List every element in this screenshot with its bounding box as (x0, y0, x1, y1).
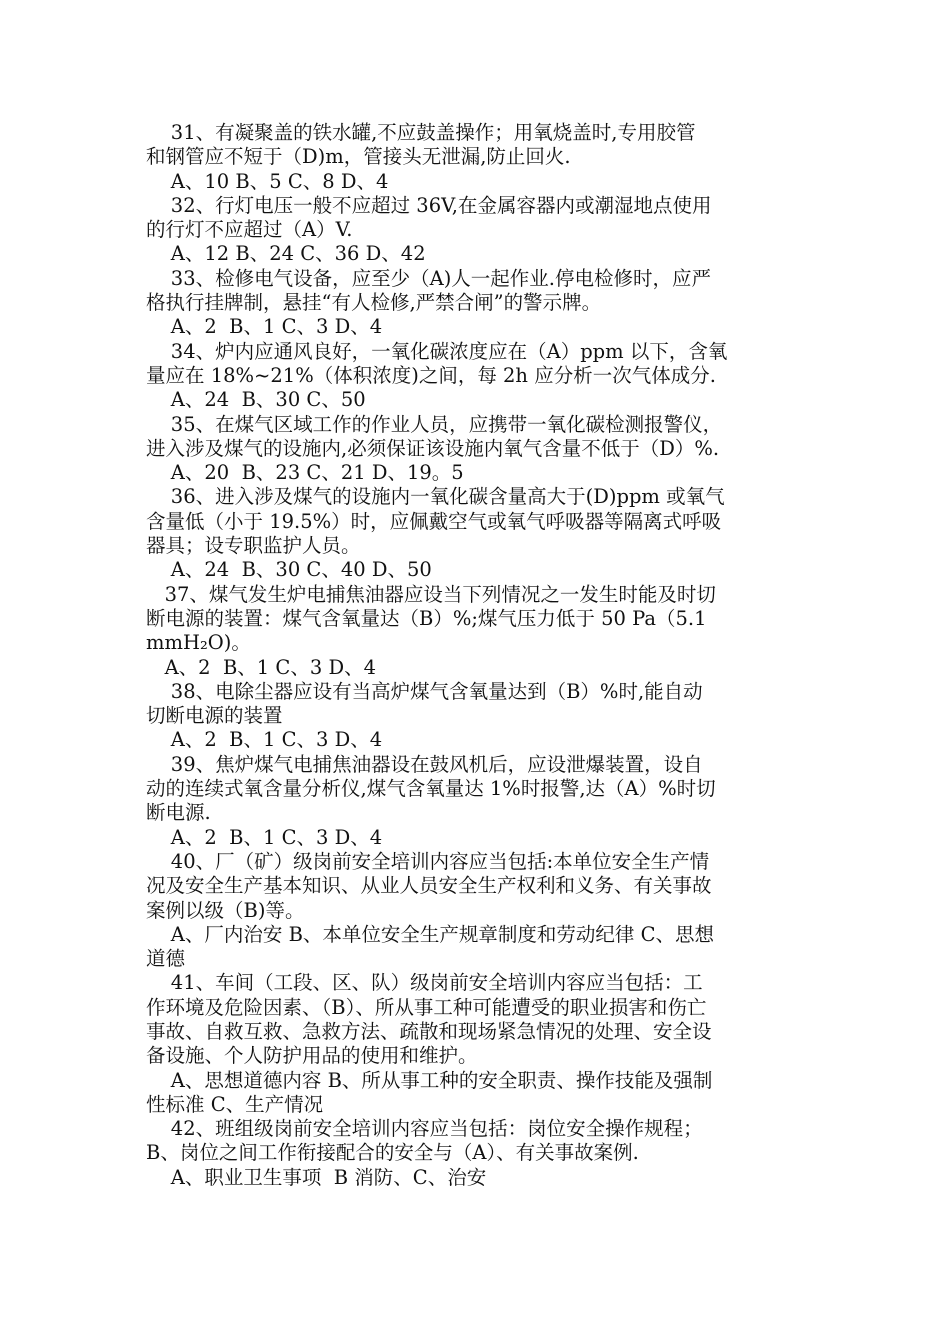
text-line: 器具；设专职监护人员。 (146, 534, 361, 558)
text-line: B、岗位之间工作衔接配合的安全与（A）、有关事故案例. (146, 1141, 639, 1165)
text-line: 事故、自救互救、急救方法、疏散和现场紧急情况的处理、安全设 (146, 1019, 712, 1043)
text-line: A、2 B、1 C、3 D、4 (146, 728, 383, 752)
text-line: 31、有凝聚盖的铁水罐,不应鼓盖操作；用氧烧盖时,专用胶管 (146, 121, 696, 144)
text-line: 36、进入涉及煤气的设施内一氧化碳含量高大于(D)ppm 或氧气 (146, 485, 725, 509)
text-line: 39、焦炉煤气电捕焦油器设在鼓风机后，应设泄爆装置，设自 (146, 752, 703, 776)
text-line: 37、煤气发生炉电捕焦油器应设当下列情况之一发生时能及时切 (146, 582, 716, 606)
text-line: 作环境及危险因素、（B）、所从事工种可能遭受的职业损害和伤亡 (146, 995, 707, 1019)
text-line: 备设施、个人防护用品的使用和维护。 (146, 1044, 478, 1068)
text-line: A、10 B、5 C、8 D、4 (146, 169, 389, 193)
text-line: 32、行灯电压一般不应超过 36V,在金属容器内或潮湿地点使用 (146, 193, 712, 217)
text-line: 和钢管应不短于（D)m，管接头无泄漏,防止回火. (146, 145, 571, 169)
text-line: 道德 (146, 947, 186, 971)
text-line: 34、炉内应通风良好，一氧化碳浓度应在（A）ppm 以下，含氧 (146, 339, 728, 363)
text-line: 动的连续式氧含量分析仪,煤气含氧量达 1%时报警,达（A）%时切 (146, 777, 716, 801)
text-line: 格执行挂牌制，悬挂“有人检修,严禁合闸”的警示牌。 (146, 291, 602, 315)
text-line: A、职业卫生事项 B 消防、C、治安 (146, 1165, 487, 1189)
text-line: A、24 B、30 C、40 D、50 (146, 558, 432, 582)
text-line: A、厂内治安 B、本单位安全生产规章制度和劳动纪律 C、思想 (146, 922, 715, 946)
text-line: A、2 B、1 C、3 D、4 (146, 655, 376, 679)
text-line: 38、电除尘器应设有当高炉煤气含氧量达到（B）%时,能自动 (146, 679, 703, 703)
text-line: A、2 B、1 C、3 D、4 (146, 315, 383, 339)
document-body (146, 121, 816, 1190)
text-line: 42、班组级岗前安全培训内容应当包括：岗位安全操作规程； (146, 1117, 703, 1141)
text-line: 切断电源的装置 (146, 704, 283, 728)
text-line: mmH₂O)。 (146, 631, 251, 655)
text-line: 含量低（小于 19.5%）时，应佩戴空气或氧气呼吸器等隔离式呼吸 (146, 509, 722, 533)
text-line: A、思想道德内容 B、所从事工种的安全职责、操作技能及强制 (146, 1068, 713, 1092)
text-line: A、20 B、23 C、21 D、19。5 (146, 461, 464, 485)
text-line: 况及安全生产基本知识、从业人员安全生产权利和义务、有关事故 (146, 874, 712, 898)
text-line: 的行灯不应超过（A）V. (146, 218, 353, 242)
text-line: 案例以级（B)等。 (146, 898, 305, 922)
text-line: 断电源. (146, 801, 211, 825)
text-line: 量应在 18%~21%（体积浓度)之间，每 2h 应分析一次气体成分. (146, 363, 716, 387)
text-line: 断电源的装置：煤气含氧量达（B）%;煤气压力低于 50 Pa（5.1 (146, 606, 707, 630)
text-line: 33、检修电气设备，应至少（A)人一起作业.停电检修时，应严 (146, 266, 711, 290)
text-line: 性标准 C、生产情况 (146, 1092, 324, 1116)
text-line: A、2 B、1 C、3 D、4 (146, 825, 383, 849)
text-line: 40、厂（矿）级岗前安全培训内容应当包括:本单位安全生产情 (146, 849, 710, 873)
text-line: 41、车间（工段、区、队）级岗前安全培训内容应当包括：工 (146, 971, 703, 995)
text-line: 进入涉及煤气的设施内,必须保证该设施内氧气含量不低于（D）%. (146, 436, 720, 460)
text-line: A、24 B、30 C、50 (146, 388, 366, 412)
text-line: A、12 B、24 C、36 D、42 (146, 242, 426, 266)
text-line: 35、在煤气区域工作的作业人员，应携带一氧化碳检测报警仪， (146, 412, 723, 436)
